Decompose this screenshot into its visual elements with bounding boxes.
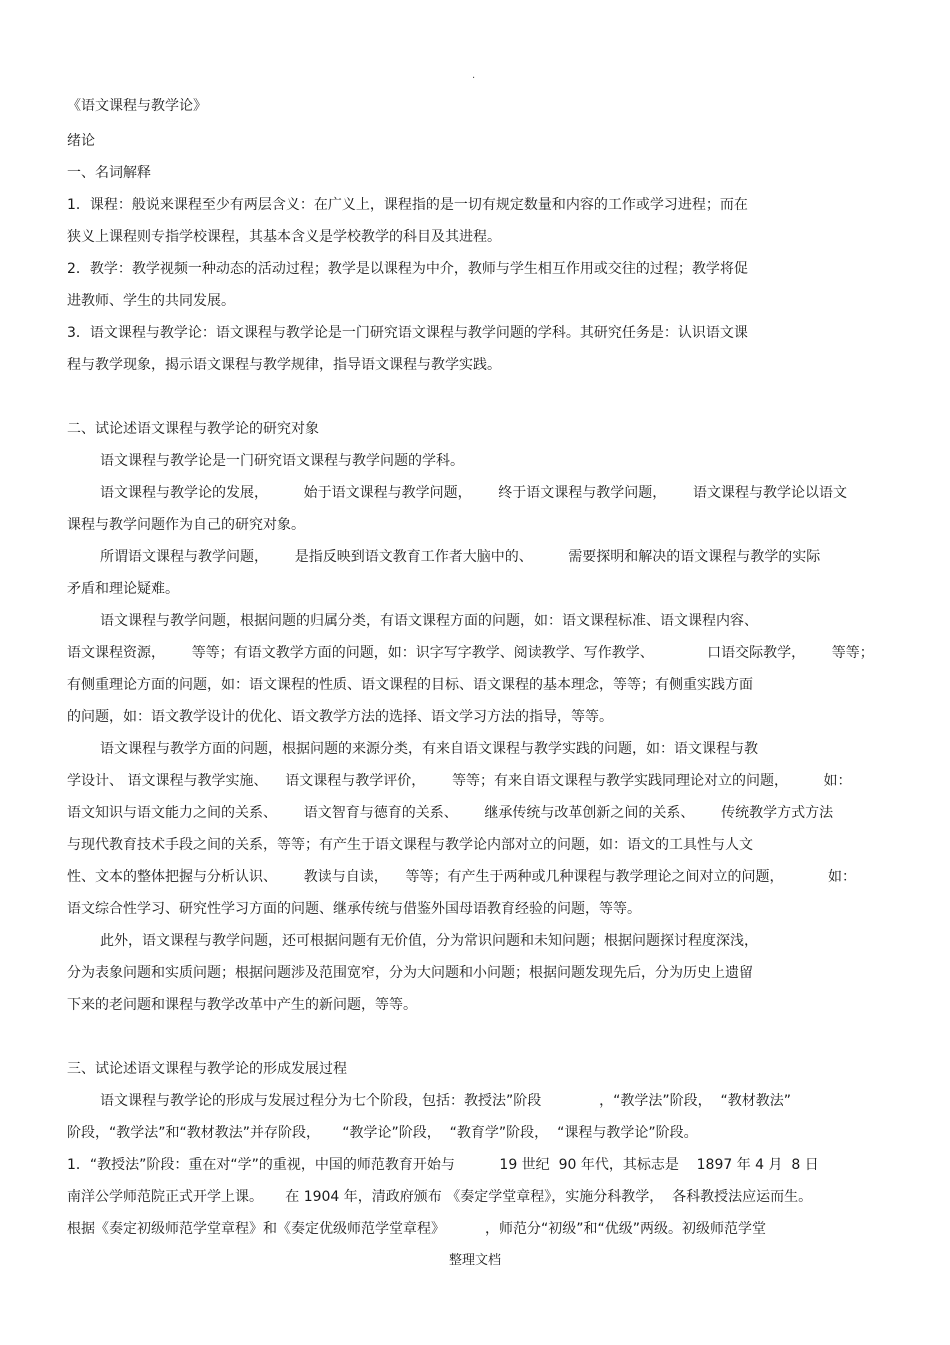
section2-heading: 二、试论述语文课程与教学论的研究对象 xyxy=(67,421,319,437)
section1-line: 狭义上课程则专指学校课程，其基本含义是学校教学的科目及其进程。 xyxy=(67,229,501,245)
section2-line: 课程与教学问题作为自己的研究对象。 xyxy=(67,517,305,533)
section2-line: 语文综合性学习、研究性学习方面的问题、继承传统与借鉴外国母语教育经验的问题，等等。 xyxy=(67,901,641,917)
section3-line: 阶段，“教学法”和“教材教法”并存阶段， “教学论”阶段， “教育学”阶段， “课程与教学论”阶段。 xyxy=(67,1125,698,1141)
section3-line: 语文课程与教学论的形成与发展过程分为七个阶段，包括：教授法”阶段 ，“教学法”阶段， “教材教法” xyxy=(100,1093,792,1109)
section3-line: 1．“教授法”阶段：重在对“学”的重视，中国的师范教育开始与 19 世纪 90 年代，其标志是 1897 年 4 月 8 日 xyxy=(67,1157,819,1173)
section2-line: 分为表象问题和实质问题；根据问题涉及范围宽窄，分为大问题和小问题；根据问题发现先后，分为历史上遗留 xyxy=(67,965,753,981)
section2-line: 学设计、 语文课程与教学实施、 语文课程与教学评价， 等等；有来自语文课程与教学实践同理论对立的问题， 如： xyxy=(67,773,852,789)
section1-heading: 一、名词解释 xyxy=(67,165,151,181)
section3-line: 南洋公学师范院正式开学上课。 在 1904 年，清政府颁布 《奏定学堂章程》，实施分科教学， 各科教授法应运而生。 xyxy=(67,1189,813,1205)
section2-line: 语文课程与教学论的发展， 始于语文课程与教学问题， 终于语文课程与教学问题， 语文课程与教学论以语文 xyxy=(100,485,848,501)
section2-line: 矛盾和理论疑难。 xyxy=(67,581,179,597)
section2-line: 语文课程与教学方面的问题，根据问题的来源分类，有来自语文课程与教学实践的问题，如：语文课程与教 xyxy=(100,741,758,757)
section2-line: 有侧重理论方面的问题，如：语文课程的性质、语文课程的目标、语文课程的基本理念，等等；有侧重实践方面 xyxy=(67,677,753,693)
section2-line: 语文知识与语文能力之间的关系、 语文智育与德育的关系、 继承传统与改革创新之间的关系、 传统教学方式方法 xyxy=(67,805,834,821)
section1-line: 1．课程：般说来课程至少有两层含义：在广义上，课程指的是一切有规定数量和内容的工作或学习进程；而在 xyxy=(67,197,748,213)
section3-heading: 三、试论述语文课程与教学论的形成发展过程 xyxy=(67,1061,347,1077)
document-title: 《语文课程与教学论》 xyxy=(67,98,207,114)
section2-line: 性、文本的整体把握与分析认识、 教读与自读， 等等；有产生于两种或几种课程与教学理论之间对立的问题， 如： xyxy=(67,869,857,885)
section1-line: 进教师、学生的共同发展。 xyxy=(67,293,235,309)
section2-line: 语文课程与教学问题，根据问题的归属分类，有语文课程方面的问题，如：语文课程标准、语文课程内容、 xyxy=(100,613,758,629)
section2-line: 的问题，如：语文教学设计的优化、语文教学方法的选择、语文学习方法的指导，等等。 xyxy=(67,709,613,725)
page-footer: 整理文档 xyxy=(448,1253,501,1268)
section1-line: 3．语文课程与教学论：语文课程与教学论是一门研究语文课程与教学问题的学科。其研究任务是：认识语文课 xyxy=(67,325,748,341)
section3-line: 根据《奏定初级师范学堂章程》和《奏定优级师范学堂章程》 ，师范分“初级”和“优级”两级。初级师范学堂 xyxy=(67,1221,767,1237)
intro-heading: 绪论 xyxy=(67,133,95,149)
section2-line: 下来的老问题和课程与教学改革中产生的新问题，等等。 xyxy=(67,997,417,1013)
section1-line: 2．教学：教学视频一种动态的活动过程；教学是以课程为中介，教师与学生相互作用或交往的过程；教学将促 xyxy=(67,261,748,277)
section1-line: 程与教学现象，揭示语文课程与教学规律，指导语文课程与教学实践。 xyxy=(67,357,501,373)
section2-line: 语文课程与教学论是一门研究语文课程与教学问题的学科。 xyxy=(100,453,464,469)
header-mark: . xyxy=(472,70,476,81)
section2-line: 此外，语文课程与教学问题，还可根据问题有无价值，分为常识问题和未知问题；根据问题探讨程度深浅， xyxy=(100,933,758,949)
section2-line: 语文课程资源， 等等；有语文教学方面的问题，如：识字写字教学、阅读教学、写作教学、 口语交际教学， 等等； xyxy=(67,645,874,661)
section2-line: 所谓语文课程与教学问题， 是指反映到语文教育工作者大脑中的、 需要探明和解决的语文课程与教学的实际 xyxy=(100,549,821,565)
section2-line: 与现代教育技术手段之间的关系，等等；有产生于语文课程与教学论内部对立的问题，如：语文的工具性与人文 xyxy=(67,837,753,853)
